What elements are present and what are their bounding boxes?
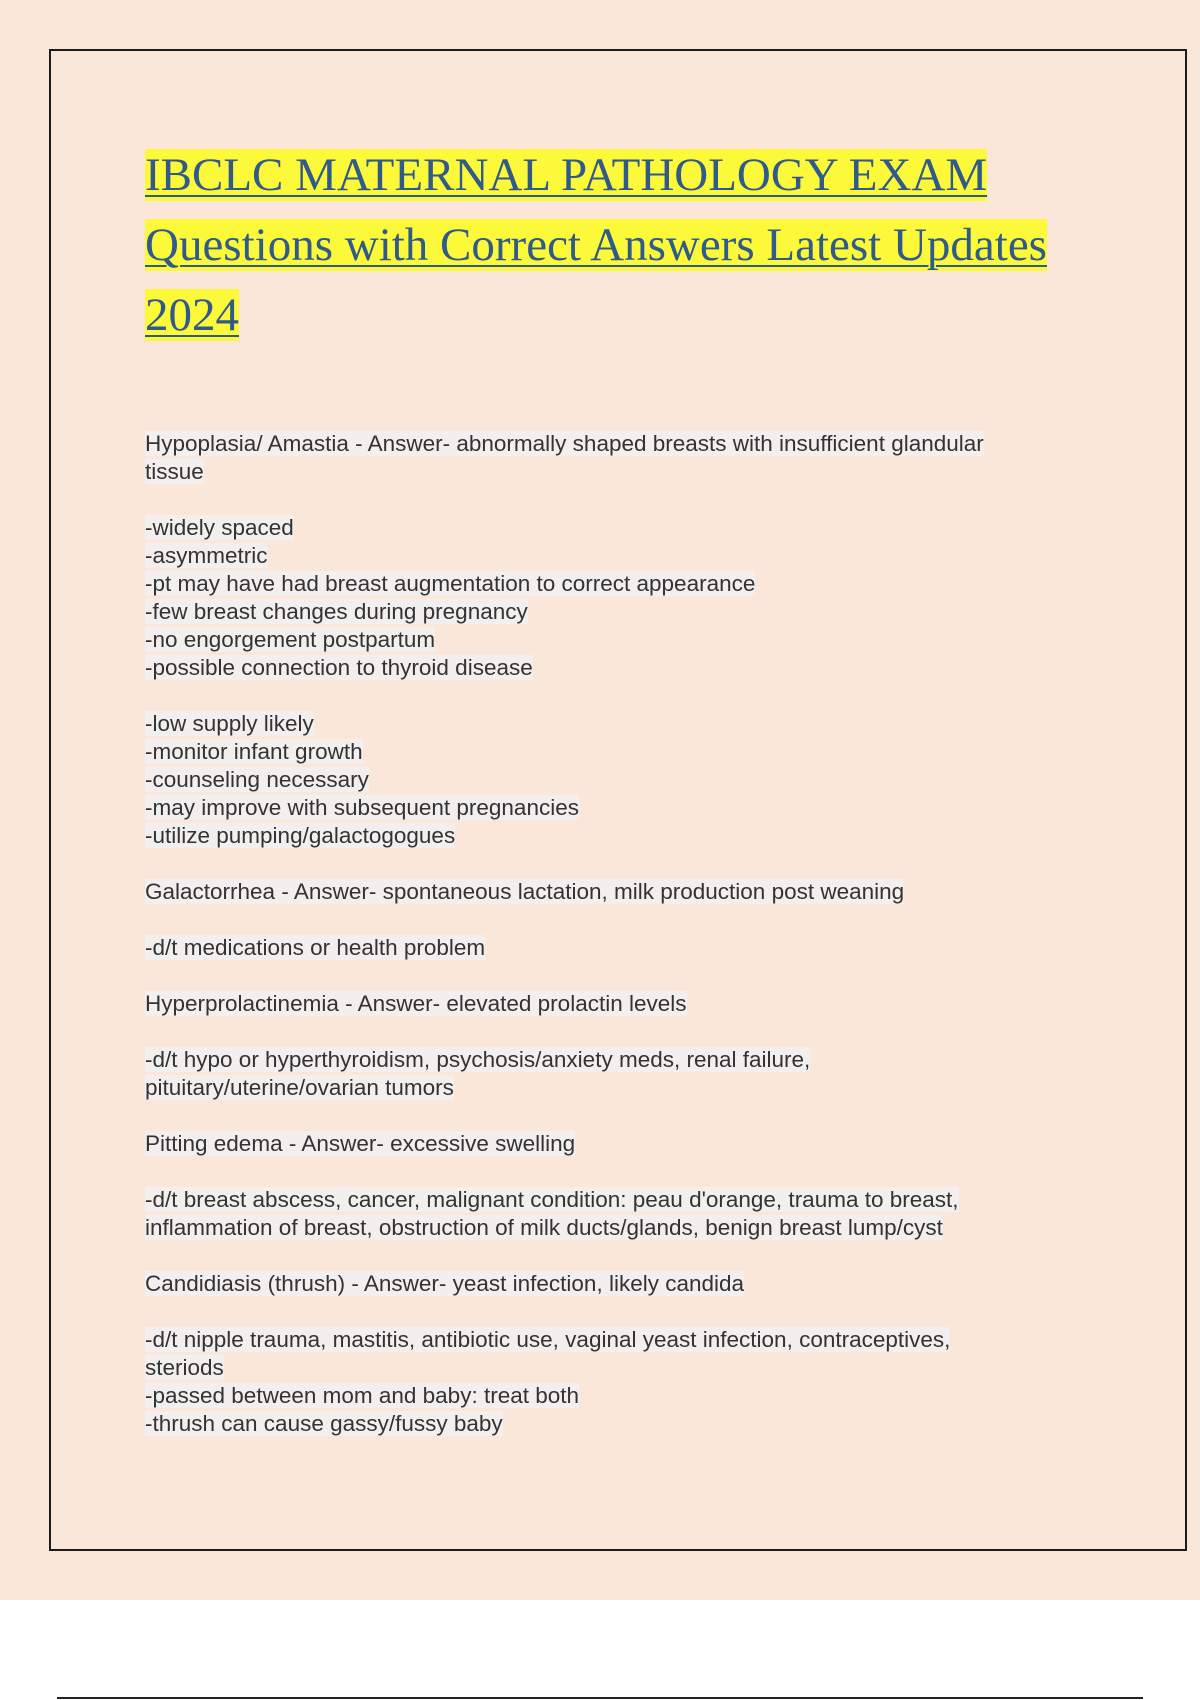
text-line bbox=[145, 1326, 1095, 1354]
text-line bbox=[145, 598, 1095, 626]
text-line bbox=[145, 1410, 1095, 1438]
qa-block bbox=[145, 710, 1095, 850]
qa-block bbox=[145, 1326, 1095, 1438]
text-line bbox=[145, 542, 1095, 570]
text-line bbox=[145, 570, 1095, 598]
text-line bbox=[145, 1214, 1095, 1242]
text-line bbox=[145, 766, 1095, 794]
text-line bbox=[145, 654, 1095, 682]
text-line-content: -asymmetric bbox=[145, 543, 268, 568]
text-line-content: -possible connection to thyroid disease bbox=[145, 655, 533, 680]
text-line-content: Pitting edema - Answer- excessive swelling bbox=[145, 1131, 576, 1156]
text-line-content: steriods bbox=[145, 1355, 224, 1380]
text-line-content: Galactorrhea - Answer- spontaneous lactation, milk production post weaning bbox=[145, 879, 905, 904]
text-line-content: -counseling necessary bbox=[145, 767, 369, 792]
bottom-divider bbox=[57, 1697, 1143, 1699]
text-line-content: -d/t hypo or hyperthyroidism, psychosis/anxiety meds, renal failure, bbox=[145, 1047, 811, 1072]
text-line bbox=[145, 1270, 1095, 1298]
text-line-content: -passed between mom and baby: treat both bbox=[145, 1383, 580, 1408]
text-line-content: -widely spaced bbox=[145, 515, 294, 540]
text-line-content: -thrush can cause gassy/fussy baby bbox=[145, 1411, 503, 1436]
text-line bbox=[145, 822, 1095, 850]
text-line-content: -may improve with subsequent pregnancies bbox=[145, 795, 579, 820]
text-line-content: -low supply likely bbox=[145, 711, 314, 736]
text-line-content: -few breast changes during pregnancy bbox=[145, 599, 528, 624]
text-line bbox=[145, 934, 1095, 962]
text-line bbox=[145, 1186, 1095, 1214]
text-line-content: -no engorgement postpartum bbox=[145, 627, 436, 652]
text-line bbox=[145, 990, 1095, 1018]
qa-block bbox=[145, 514, 1095, 682]
text-line-content: -utilize pumping/galactogogues bbox=[145, 823, 456, 848]
text-line bbox=[145, 738, 1095, 766]
qa-block bbox=[145, 430, 1095, 486]
text-line-content: -d/t nipple trauma, mastitis, antibiotic use, vaginal yeast infection, contraceptives, bbox=[145, 1327, 951, 1352]
text-line bbox=[145, 794, 1095, 822]
text-line-content: -d/t medications or health problem bbox=[145, 935, 486, 960]
qa-block bbox=[145, 1046, 1095, 1102]
text-line bbox=[145, 1046, 1095, 1074]
text-line-content: Hypoplasia/ Amastia - Answer- abnormally shaped breasts with insufficient glandular bbox=[145, 431, 984, 456]
text-line-content: Hyperprolactinemia - Answer- elevated prolactin levels bbox=[145, 991, 687, 1016]
text-line-content: inflammation of breast, obstruction of milk ducts/glands, benign breast lump/cyst bbox=[145, 1215, 943, 1240]
text-line-content: Candidiasis (thrush) - Answer- yeast infection, likely candida bbox=[145, 1271, 745, 1296]
text-line bbox=[145, 626, 1095, 654]
text-line-content: -monitor infant growth bbox=[145, 739, 363, 764]
text-line bbox=[145, 1074, 1095, 1102]
title-line-3: 2024 bbox=[145, 289, 239, 341]
text-line-content: -d/t breast abscess, cancer, malignant condition: peau d'orange, trauma to breast, bbox=[145, 1187, 959, 1212]
text-line bbox=[145, 710, 1095, 738]
qa-block bbox=[145, 1186, 1095, 1242]
text-line bbox=[145, 1382, 1095, 1410]
title-line-1: IBCLC MATERNAL PATHOLOGY EXAM bbox=[145, 149, 988, 201]
text-line bbox=[145, 514, 1095, 542]
qa-block bbox=[145, 1130, 1095, 1158]
text-line bbox=[145, 1354, 1095, 1382]
text-line bbox=[145, 458, 1095, 486]
qa-block bbox=[145, 934, 1095, 962]
qa-block bbox=[145, 990, 1095, 1018]
text-line-content: pituitary/uterine/ovarian tumors bbox=[145, 1075, 454, 1100]
text-line bbox=[145, 1130, 1095, 1158]
qa-block bbox=[145, 1270, 1095, 1298]
document-body bbox=[145, 430, 1095, 1466]
text-line-content: tissue bbox=[145, 459, 204, 484]
document-title bbox=[145, 140, 1085, 350]
title-line-2: Questions with Correct Answers Latest Updates bbox=[145, 219, 1047, 271]
text-line-content: -pt may have had breast augmentation to correct appearance bbox=[145, 571, 756, 596]
text-line bbox=[145, 878, 1095, 906]
qa-block bbox=[145, 878, 1095, 906]
text-line bbox=[145, 430, 1095, 458]
